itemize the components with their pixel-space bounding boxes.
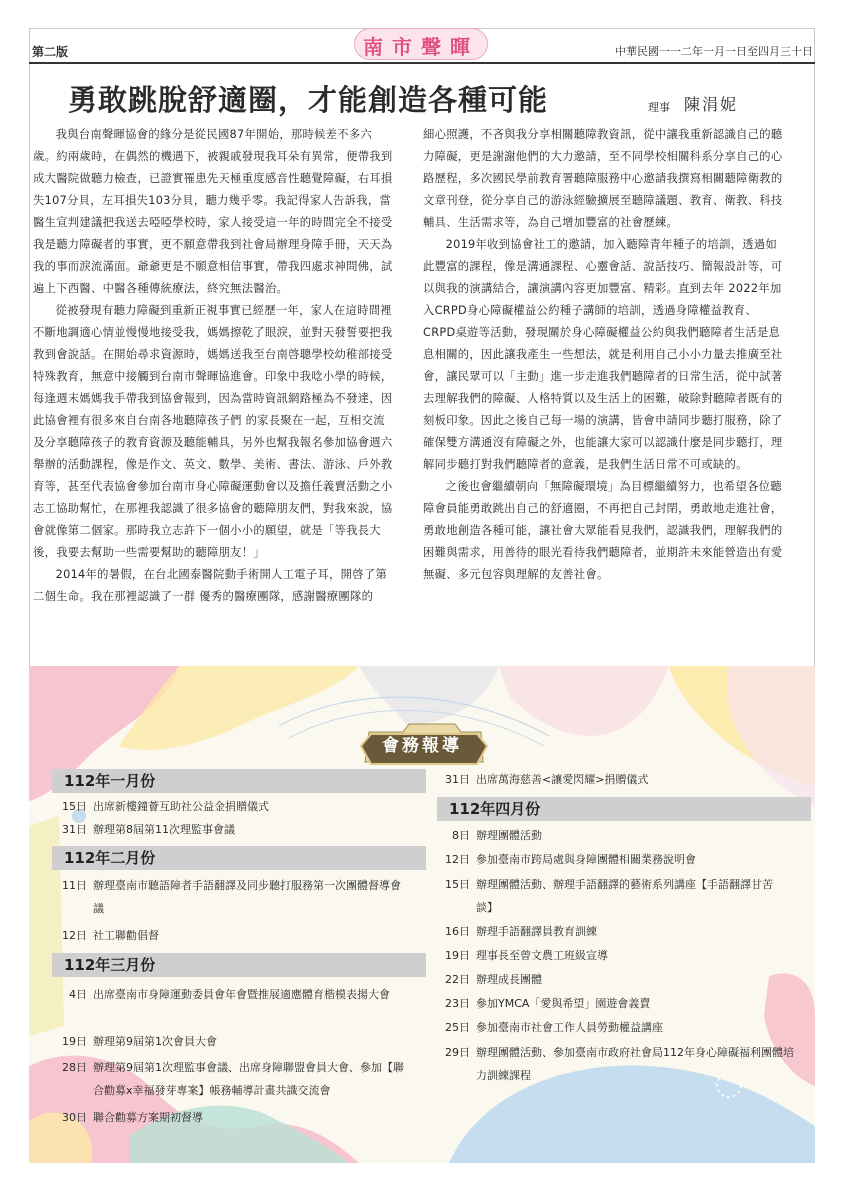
- news-item-text: 出席新樓鐘薈互助社公益金捐贈儀式: [93, 800, 269, 813]
- news-item-date: 4日: [69, 988, 87, 1001]
- news-item: [445, 848, 796, 871]
- news-item: [62, 1030, 411, 1053]
- news-item-date: 29日: [445, 1046, 470, 1059]
- news-item-text: 參加臺南市社會工作人員勞動權益講座: [476, 1021, 663, 1034]
- article-paragraph: 2014年的暑假，在台北國泰醫院動手術開人工電子耳，開啓了第二個生命。我在那裡認識了一群 優秀的醫療團隊，感謝醫療團隊的: [33, 568, 388, 603]
- news-item: [62, 1056, 411, 1102]
- article-paragraph: 2019年收到協會社工的邀請，加入聽障青年種子的培訓，透過如此豐富的課程，像是溝通課程、心靈會話、說話技巧、簡報設計等，可以與我的演講結合，讓演講內容更加豐富、精彩。直到去年 2022年加入CRPD身心障礙權益公約種子講師的培訓，透過身障權益教育、CRPD桌遊等活動，發現關於身心障礙權益公約與我們聽障者生活是息息相關的，因此讓我產生一些想法，就是利用自己小小力量去推廣至社會，讓民眾可以「主動」進一步走進我們聽障者的日常生活，從中試著去理解我們的障礙、人格特質以及生活上的困難，破除對聽障者既有的刻板印象。因此之後自己每一場的演講，皆會申請同步聽打服務，除了確保雙方溝通沒有障礙之外，也能讓大家可以認識什麼是同步聽打，理解同步聽打對我們聽障者的意義，是我們生活日常不可或缺的。: [423, 238, 783, 471]
- article-title: 勇敢跳脫舒適圈，才能創造各種可能: [68, 83, 549, 117]
- news-item: [62, 924, 411, 947]
- news-item-text: 辦理臺南市聽語障者手語翻譯及同步聽打服務第一次團體督導會議: [93, 879, 401, 915]
- article-paragraph: 從被發現有聽力障礙到重新正視事實已經歷一年，家人在這時間裡不斷地調適心情並慢慢地接受我，媽媽擦乾了眼淚，並對天發誓要把我教到會說話。在開始尋求資源時，媽媽送我至台南啓聰學校幼稚部接受特殊教育，無意中接觸到台南市聲暉協進會。印象中我唸小學的時候，每逢週末媽媽我手帶我到協會報到，因為當時資訊網路極為不發達，因此協會裡有很多來自台南各地聽障孩子們 的家長聚在一起，互相交流及分享聽障孩子的教育資源及聽能輔具，另外也幫我報名參加協會週六 舉辦的活動課程，像是作文、英文、數學、美術、書法、游泳、戶外教育等，甚至代表協會參加台南市身心障礙運動會以及擔任義賣活動之小志工協助幫忙，在那裡我認識了很多協會的聽障朋友們，對我來說，協會就像第二個家。那時我立志許下一個小小的願望，就是「等我長大後，我要去幫助一些需要幫助的聽障朋友！」: [33, 304, 393, 559]
- news-item-date: 22日: [445, 973, 470, 986]
- news-item-text: 參加臺南市跨局處與身障團體相關業務說明會: [476, 853, 696, 866]
- news-item-text: 社工聯勸倡督: [93, 929, 159, 942]
- news-item-text: 辦理第9屆第1次會員大會: [93, 1035, 217, 1048]
- news-item: [445, 992, 796, 1015]
- article-column-right: [423, 124, 785, 586]
- news-item: [445, 768, 796, 791]
- news-item-date: 30日: [62, 1111, 87, 1124]
- news-item-text: 辦理成長團體: [476, 973, 542, 986]
- news-item-text: 辦理團體活動、參加臺南市政府社會局112年身心障礙福利團體培力訓練課程: [476, 1046, 794, 1082]
- header-divider: [29, 62, 815, 64]
- masthead-title: 南市聲暉: [363, 35, 479, 59]
- news-item-text: 辦理第8屆第11次理監事會議: [93, 823, 235, 836]
- news-item-text: 出席萬海慈善<讓愛閃耀>捐贈儀式: [476, 773, 649, 786]
- article-paragraph: 我與台南聲暉協會的緣分是從民國87年開始，那時候差不多六歲。約兩歲時，在偶然的機遇下，被親戚發現我耳朵有異常，便帶我到成大醫院做聽力檢查，已證實罹患先天極重度感音性聽覺障礙，右耳損失107分貝，左耳損失103分貝，聽力幾乎零。我記得家人告訴我，當醫生宣判建議把我送去啞啞學校時，家人接受這一年的時間完全不接受我是聽力障礙者的事實，更不願意帶我到社會局辦理身障手冊，天天為我的事而淚流滿面。爺爺更是不願意相信事實，帶我四處求神問佛，試遍上下西醫、中醫各種傳統療法，終究無法醫治。: [33, 128, 393, 295]
- month-header: 112年一月份: [52, 769, 426, 793]
- news-item-date: 19日: [62, 1035, 87, 1048]
- news-item: [62, 795, 423, 818]
- author-name: 陳涓妮: [684, 95, 739, 114]
- news-item-date: 12日: [62, 929, 87, 942]
- news-item-text: 聯合勸募方案期初督導: [93, 1111, 203, 1124]
- masthead: [354, 28, 488, 60]
- news-item: [445, 968, 796, 991]
- news-item: [445, 944, 796, 967]
- news-item: [62, 874, 411, 920]
- badge-folder-icon: [359, 718, 489, 768]
- edition-label: 第二版: [32, 45, 69, 59]
- news-item-date: 31日: [62, 823, 87, 836]
- news-item-date: 19日: [445, 949, 470, 962]
- news-item-date: 31日: [445, 773, 470, 786]
- news-item-date: 12日: [445, 853, 470, 866]
- news-item-date: 8日: [452, 829, 470, 842]
- month-header: 112年三月份: [52, 953, 426, 977]
- month-header: 112年四月份: [437, 797, 811, 821]
- news-item-date: 23日: [445, 997, 470, 1010]
- news-item-date: 25日: [445, 1021, 470, 1034]
- news-item-text: 辦理手語翻譯員教育訓練: [476, 925, 597, 938]
- news-item-text: 出席臺南市身障運動委員會年會暨推展適應體育楷模表揚大會: [93, 988, 390, 1001]
- news-item-date: 28日: [62, 1061, 87, 1074]
- article-paragraph: 之後也會繼續朝向「無障礙環境」為目標繼續努力，也希望各位聽障會員能勇敢跳出自己的舒適圈，不再把自己封閉，勇敢地走進社會，勇敢地創造各種可能，讓社會大眾能看見我們，認識我們，理解我們的困難與需求，用善待的眼光看待我們聽障者，並期許未來能營造出有愛無礙、多元包容與理解的友善社會。: [423, 480, 783, 581]
- news-item: [62, 1106, 411, 1129]
- author-role: 理事: [648, 101, 670, 114]
- news-item-date: 15日: [445, 878, 470, 891]
- news-item-text: 辦理第9屆第1次理監事會議、出席身障聯盟會員大會、參加【聯合勸募x幸福發芽專案】帳務輔導計畫共識交流會: [93, 1061, 404, 1097]
- news-item: [452, 824, 796, 847]
- news-badge-label: 會務報導: [382, 736, 462, 756]
- news-item: [62, 818, 423, 841]
- news-item: [445, 1016, 796, 1039]
- news-item-date: 16日: [445, 925, 470, 938]
- news-item-date: 11日: [62, 879, 87, 892]
- news-item: [445, 873, 784, 919]
- article-column-left: [33, 124, 393, 608]
- publication-date: 中華民國一一二年一月一日至四月三十日: [615, 45, 813, 58]
- news-item: [445, 1041, 794, 1087]
- news-item-text: 理事長至曾文農工班級宣導: [476, 949, 608, 962]
- news-item-text: 辦理團體活動: [476, 829, 542, 842]
- month-header: 112年二月份: [52, 846, 426, 870]
- news-item: [445, 920, 796, 943]
- news-item-date: 15日: [62, 800, 87, 813]
- news-item-text: 辦理團體活動、辦理手語翻譯的藝術系列講座【手語翻譯甘苦談】: [476, 878, 773, 914]
- article-paragraph: 細心照護，不吝與我分享相關聽障教資訊，從中讓我重新認識自己的聽力障礙，更是謝謝他們的大力邀請，至不同學校相關科系分享自己的心路歷程，多次國民學前教育署聽障服務中心邀請我撰寫相關聽障衛教的文章刊登，從分享自己的游泳經驗擴展至聽障議題、教育、衛教、科技輔具、生活需求等，為自己增加豐富的社會歷練。: [423, 128, 783, 229]
- news-item: [69, 983, 411, 1006]
- news-item-text: 參加YMCA「愛與希望」園遊會義賣: [476, 997, 651, 1010]
